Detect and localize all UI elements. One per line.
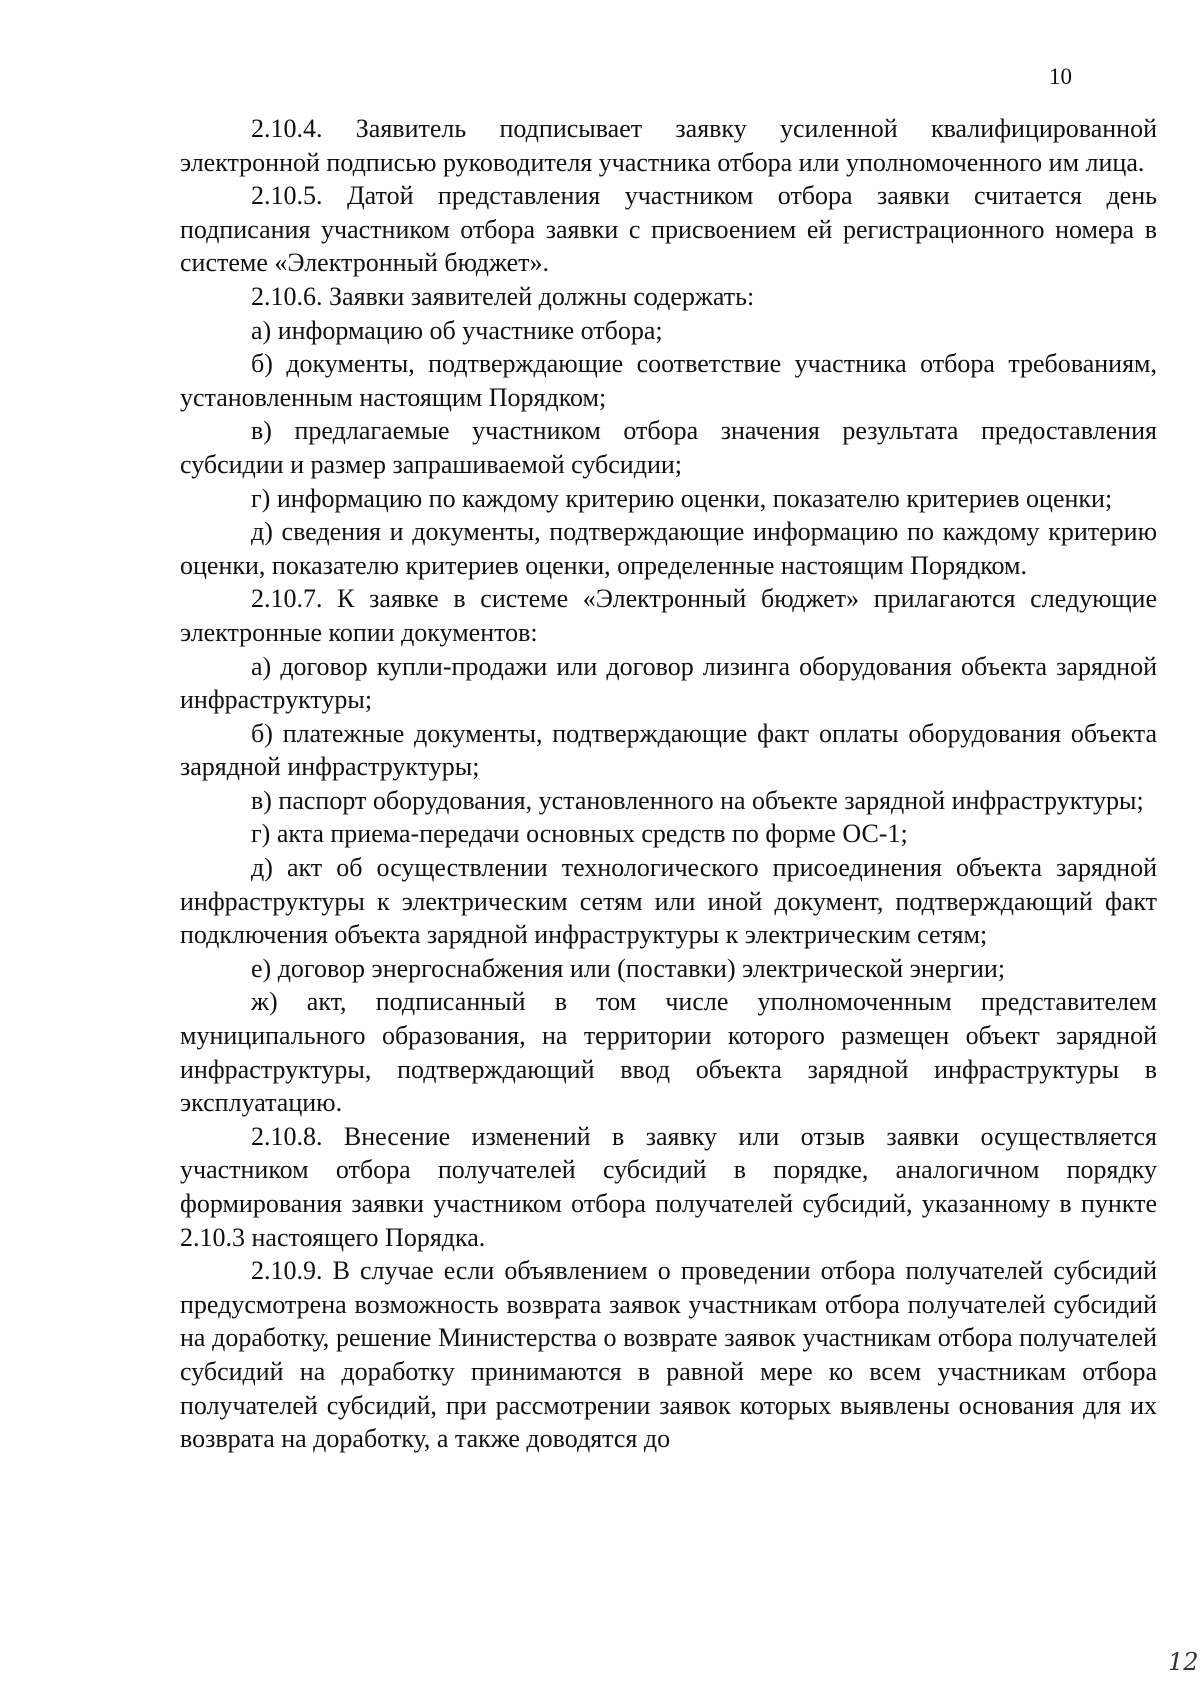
paragraph-2-10-9: 2.10.9. В случае если объявлением о проведении отбора получателей субсидий предусмотрена возможность возврата заявок участникам отбора получателей субсидий на доработку, решение Министерства о возврате заявок участникам отбора получателей субсидий на доработку принимаются в равной мере ко всем участникам отбора получателей субсидий, при рассмотрении заявок которых выявлены основания для их возврата на доработку, а также доводятся до: [180, 1256, 1157, 1454]
document-body: [180, 112, 1157, 1456]
list-item: а) информацию об участнике отбора;: [251, 315, 663, 345]
paragraph-2-10-7: 2.10.7. К заявке в системе «Электронный бюджет» прилагаются следующие электронные копии документов:: [180, 584, 1157, 647]
list-item: б) документы, подтверждающие соответствие участника отбора требованиям, установленным настоящим Порядком;: [180, 349, 1157, 412]
paragraph-2-10-6: 2.10.6. Заявки заявителей должны содержать:: [251, 281, 755, 311]
list-item: а) договор купли-продажи или договор лизинга оборудования объекта зарядной инфраструктуры;: [180, 651, 1157, 715]
list-item: г) акта приема-передачи основных средств по форме ОС-1;: [251, 819, 908, 849]
list-item: в) паспорт оборудования, установленного на объекте зарядной инфраструктуры;: [251, 785, 1144, 815]
paragraph-2-10-8: 2.10.8. Внесение изменений в заявку или отзыв заявки осуществляется участником отбора получателей субсидий в порядке, аналогичном порядку формирования заявки участником отбора получателей субсидий, указанному в пункте 2.10.3 настоящего Порядка.: [180, 1121, 1157, 1252]
list-item: г) информацию по каждому критерию оценки, показателю критериев оценки;: [251, 483, 1113, 513]
list-item: ж) акт, подписанный в том числе уполномоченным представителем муниципального образования, на территории которого размещен объект зарядной инфраструктуры, подтверждающий ввод объекта зарядной инфраструктуры в эксплуатацию.: [180, 987, 1157, 1118]
paragraph-2-10-5: 2.10.5. Датой представления участником отбора заявки считается день подписания участником отбора заявки с присвоением ей регистрационного номера в системе «Электронный бюджет».: [180, 181, 1157, 278]
list-item: д) акт об осуществлении технологического присоединения объекта зарядной инфраструктуры к электрическим сетям или иной документ, подтверждающий факт подключения объекта зарядной инфраструктуры к электрическим сетям;: [180, 853, 1157, 950]
list-item: е) договор энергоснабжения или (поставки) электрической энергии;: [251, 953, 1006, 983]
list-item: д) сведения и документы, подтверждающие информацию по каждому критерию оценки, показателю критериев оценки, определенные настоящим Порядком.: [180, 517, 1157, 580]
page-number: 10: [1049, 64, 1072, 89]
list-item: б) платежные документы, подтверждающие факт оплаты оборудования объекта зарядной инфраструктуры;: [180, 718, 1157, 782]
paragraph-2-10-4: 2.10.4. Заявитель подписывает заявку усиленной квалифицированной электронной подписью руководителя участника отбора или уполномоченного им лица.: [180, 114, 1157, 177]
handwritten-page-mark: 12: [1168, 1648, 1199, 1676]
list-item: в) предлагаемые участником отбора значения результата предоставления субсидии и размер запрашиваемой субсидии;: [180, 416, 1157, 479]
